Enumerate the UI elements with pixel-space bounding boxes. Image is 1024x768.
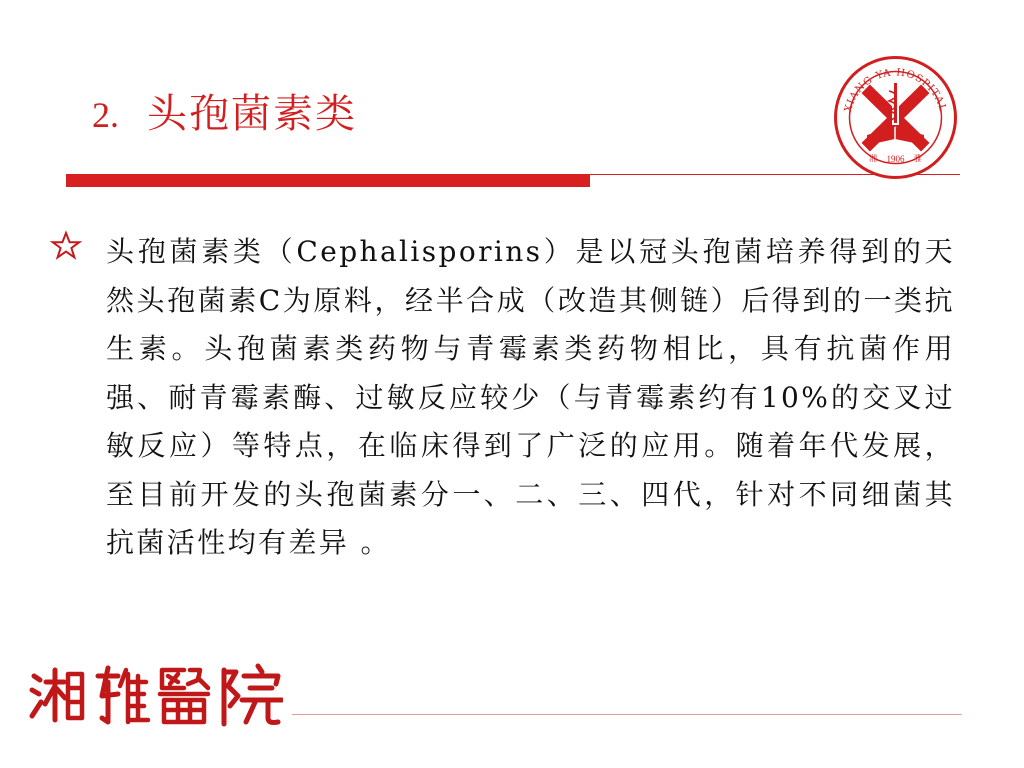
body-paragraph: 头孢菌素类（Cephalisporins）是以冠头孢菌培养得到的天然头孢菌素C为原料，经半合成（改造其侧链）后得到的一类抗生素。头孢菌素类药物与青霉素类药物相比，具有抗菌作用强、耐青霉素酶、过敏反应较少（与青霉素约有10%的交叉过敏反应）等特点，在临床得到了广泛的应用。随着年代发展，至目前开发的头孢菌素分一、二、三、四代，针对不同细菌其抗菌活性均有差异 。: [106, 235, 955, 559]
content-block: [50, 228, 955, 568]
star-outline-icon: [50, 230, 82, 262]
title-text: 头孢菌素类: [147, 91, 357, 137]
svg-text:湘: 湘: [869, 154, 877, 163]
logo-arc-text: XIANG YA HOSPITAL: [842, 67, 949, 114]
slide-title: [92, 82, 357, 139]
footer-rule: [292, 714, 962, 715]
logo-year: 1906: [886, 154, 905, 164]
title-number: 2.: [92, 95, 119, 135]
svg-text:雅: 雅: [914, 154, 922, 163]
xiangya-calligraphy-logo: [28, 662, 283, 728]
title-underline-thick: [66, 174, 590, 187]
xiangya-hospital-logo: [833, 55, 958, 180]
